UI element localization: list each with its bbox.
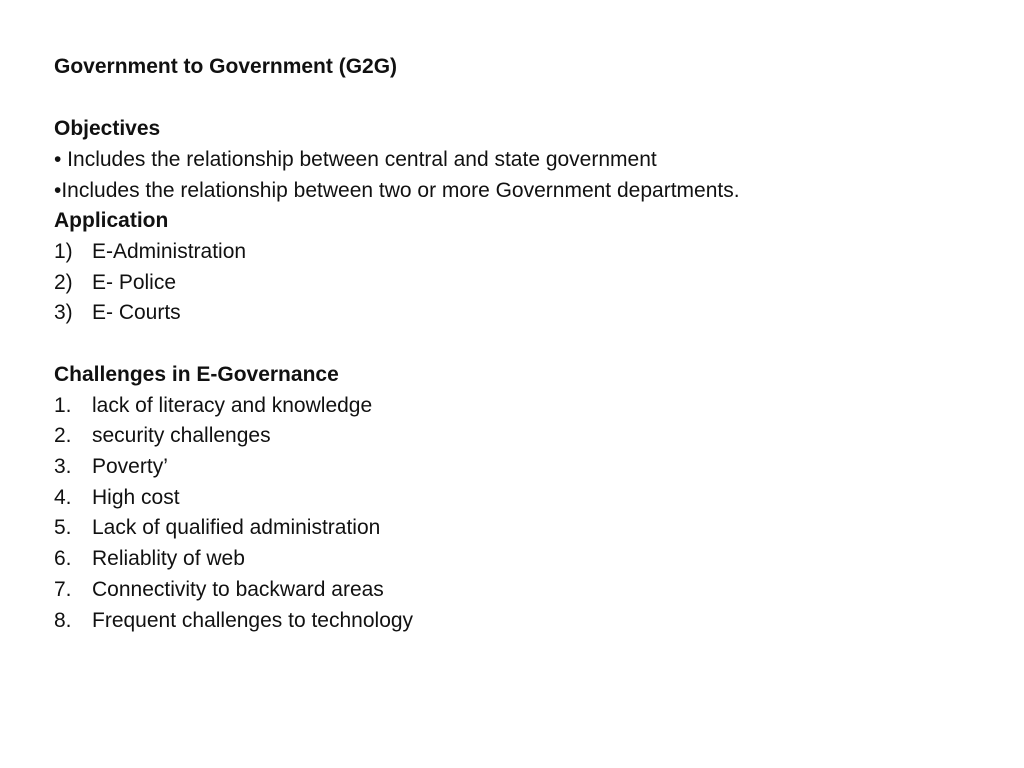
challenge-item xyxy=(54,421,271,451)
challenge-item xyxy=(54,483,180,513)
slide-title: Government to Government (G2G) xyxy=(54,55,398,78)
challenge-item xyxy=(54,575,384,605)
objective-item: • Includes the relationship between central and state government xyxy=(54,148,657,171)
objective-item: •Includes the relationship between two or more Government departments. xyxy=(54,179,740,202)
application-item xyxy=(54,268,176,298)
list-number: 2) xyxy=(54,271,73,294)
list-text: E- Courts xyxy=(92,301,181,324)
challenge-item xyxy=(54,452,168,482)
list-text: Poverty’ xyxy=(92,455,168,478)
list-text: Reliablity of web xyxy=(92,547,245,570)
list-text: Connectivity to backward areas xyxy=(92,578,384,601)
list-number: 5. xyxy=(54,516,72,539)
application-heading: Application xyxy=(54,209,169,232)
application-item xyxy=(54,237,246,267)
list-text: E- Police xyxy=(92,271,177,294)
challenge-item xyxy=(54,606,413,636)
list-number: 8. xyxy=(54,609,72,632)
list-number: 7. xyxy=(54,578,72,601)
list-number: 3. xyxy=(54,455,72,478)
list-number: 1) xyxy=(54,240,73,263)
challenge-item xyxy=(54,544,245,574)
list-number: 2. xyxy=(54,424,72,447)
challenge-item xyxy=(54,513,380,543)
list-text: E-Administration xyxy=(92,240,247,263)
list-text: Lack of qualified administration xyxy=(92,516,381,539)
application-item xyxy=(54,298,181,328)
objectives-heading: Objectives xyxy=(54,117,161,140)
list-text: lack of literacy and knowledge xyxy=(92,394,373,417)
list-text: security challenges xyxy=(92,424,271,447)
list-number: 4. xyxy=(54,486,72,509)
challenges-heading: Challenges in E-Governance xyxy=(54,363,339,386)
list-number: 3) xyxy=(54,301,73,324)
list-text: Frequent challenges to technology xyxy=(92,609,414,632)
challenge-item xyxy=(54,391,372,421)
list-text: High cost xyxy=(92,486,180,509)
list-number: 6. xyxy=(54,547,72,570)
list-number: 1. xyxy=(54,394,72,417)
